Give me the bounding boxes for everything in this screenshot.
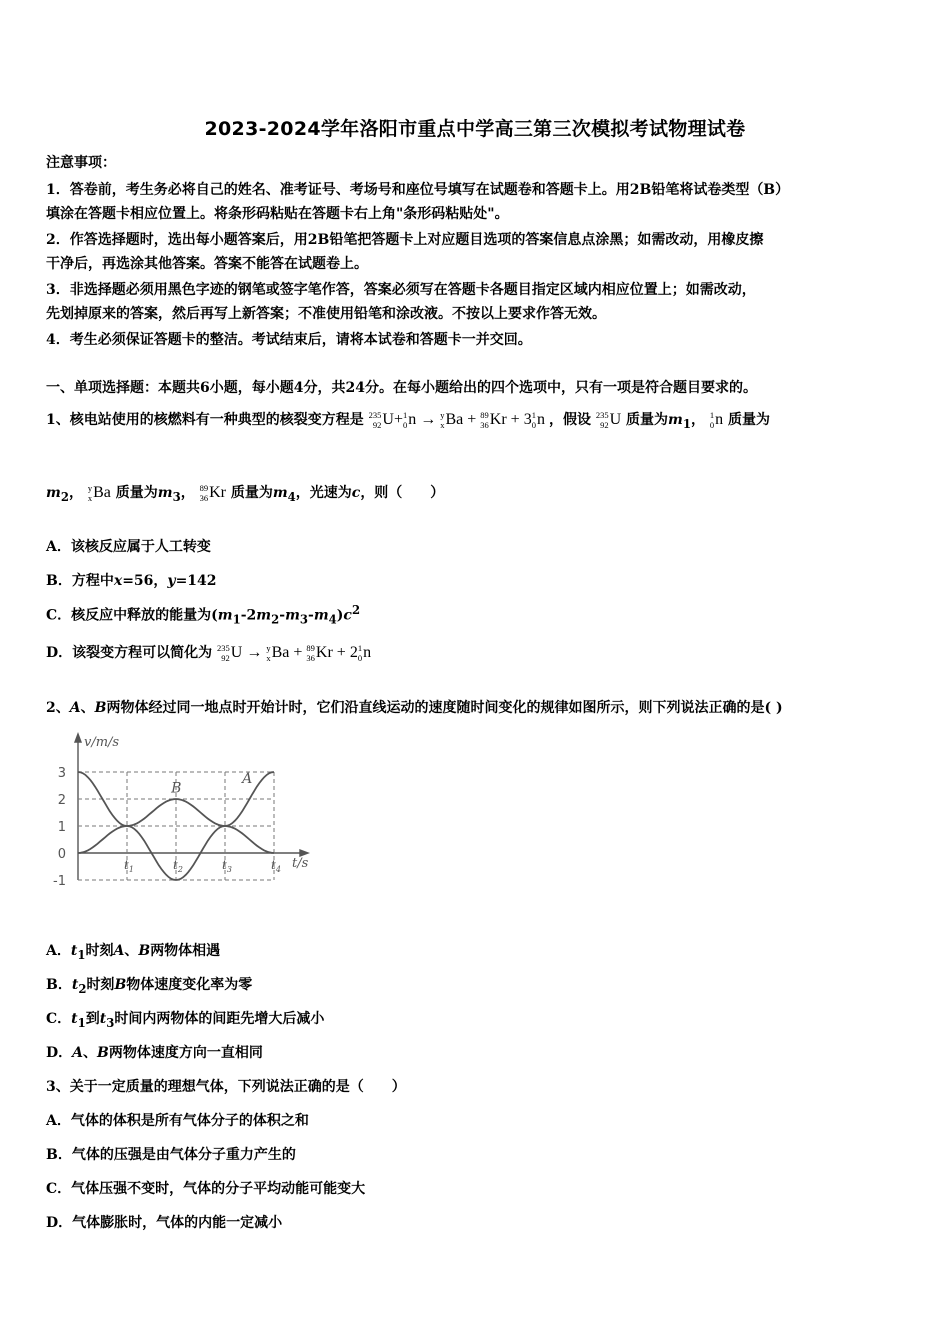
notes-line: 3．非选择题必须用黑色字迹的钢笔或签字笔作答，答案必须写在答题卡各题目指定区域内相应位置上；如需改动， <box>46 282 756 298</box>
notes-line: 填涂在答题卡相应位置上。将条形码粘贴在答题卡右上角"条形码粘贴处"。 <box>46 206 509 222</box>
y-tick-label: 3 <box>57 766 66 781</box>
x-tick-subscript: 1 <box>128 865 134 874</box>
q1-option-a: A．该核反应属于人工转变 <box>46 539 211 555</box>
q1-option-d: D．该裂变方程可以简化为 235 92 U → y x Ba + 89 36 Kr + 2 1 0 n <box>46 643 372 664</box>
notes-line: 1．答卷前，考生务必将自己的姓名、准考证号、考场号和座位号填写在试题卷和答题卡上。用2B铅笔将试卷类型（B） <box>46 182 790 198</box>
x-axis-label: t/s <box>292 856 309 871</box>
section-heading: 一、单项选择题：本题共6小题，每小题4分，共24分。在每小题给出的四个选项中，只有一项是符合题目要求的。 <box>46 380 757 396</box>
fission-equation: 235 92 U+ 1 0 n → y x Ba + 89 36 Kr + 3 1 0 n <box>368 410 545 431</box>
notes-heading: 注意事项： <box>46 155 116 171</box>
velocity-time-graph <box>40 730 330 895</box>
x-tick-subscript: 4 <box>275 865 281 874</box>
x-tick-label: $t_1$ <box>124 858 134 874</box>
q2-option-a: A．$t_1$时刻A、B两物体相遇 <box>46 943 221 962</box>
q3-option-a: A．气体的体积是所有气体分子的体积之和 <box>46 1113 309 1129</box>
series-label-B: B <box>171 780 182 797</box>
q3-option-d: D．气体膨胀时，气体的内能一定减小 <box>46 1215 283 1231</box>
q3-option-c: C．气体压强不变时，气体的分子平均动能可能变大 <box>46 1181 366 1197</box>
x-tick-label: $t_3$ <box>222 858 232 874</box>
q3-option-b: B．气体的压强是由气体分子重力产生的 <box>46 1147 296 1163</box>
x-tick-label: $t_2$ <box>173 858 183 874</box>
notes-line: 2．作答选择题时，选出每小题答案后，用2B铅笔把答题卡上对应题目选项的答案信息点涂黑；如需改动，用橡皮擦 <box>46 232 764 248</box>
y-axis-label: v/m/s <box>84 735 120 750</box>
y-tick-label: 0 <box>57 847 66 862</box>
y-tick-label: 2 <box>57 793 66 808</box>
series-label-A: A <box>242 770 253 787</box>
y-axis-arrow <box>75 734 81 742</box>
q2-option-c: C．$t_1$到$t_3$时间内两物体的间距先增大后减小 <box>46 1011 325 1030</box>
q1-stem-line2: $m_2$， y x Ba 质量为$m_3$， 89 36 Kr 质量为$m_4$，光速为c，则（ ） <box>46 483 445 504</box>
notes-line: 4．考生必须保证答题卡的整洁。考试结束后，请将本试卷和答题卡一并交回。 <box>46 332 532 348</box>
q2-option-b: B．$t_2$时刻B物体速度变化率为零 <box>46 977 253 996</box>
notes-line: 先划掉原来的答案，然后再写上新答案；不准使用铅笔和涂改液。不按以上要求作答无效。 <box>46 306 606 322</box>
x-tick-subscript: 2 <box>177 865 183 874</box>
q1-option-b: B．方程中x=56，y=142 <box>46 573 217 589</box>
x-tick-label: $t_4$ <box>271 858 281 874</box>
q2-option-d: D．A、B两物体速度方向一直相同 <box>46 1045 263 1061</box>
y-tick-label: 1 <box>57 820 66 835</box>
q1-stem-line1: 1、核电站使用的核燃料有一种典型的核裂变方程是 235 92 U+ 1 0 n → y x Ba + 89 36 Kr + 3 1 0 n ，假设 235 92 U 质量为$m_1$， 1 0 n 质量为 <box>46 410 770 431</box>
q3-stem: 3、关于一定质量的理想气体，下列说法正确的是（ ） <box>46 1079 406 1095</box>
page-title: 2023-2024学年洛阳市重点中学高三第三次模拟考试物理试卷 <box>204 118 746 140</box>
q2-stem: 2、A、B两物体经过同一地点时开始计时，它们沿直线运动的速度随时间变化的规律如图所示，则下列说法正确的是( ) <box>46 700 783 716</box>
notes-line: 干净后，再选涂其他答案。答案不能答在试题卷上。 <box>46 256 368 272</box>
x-tick-subscript: 3 <box>226 865 232 874</box>
y-tick-label: -1 <box>53 874 66 889</box>
q1-option-c: C．核反应中释放的能量为$(m_1-2m_2-m_3-m_4)c^2$ <box>46 603 361 627</box>
